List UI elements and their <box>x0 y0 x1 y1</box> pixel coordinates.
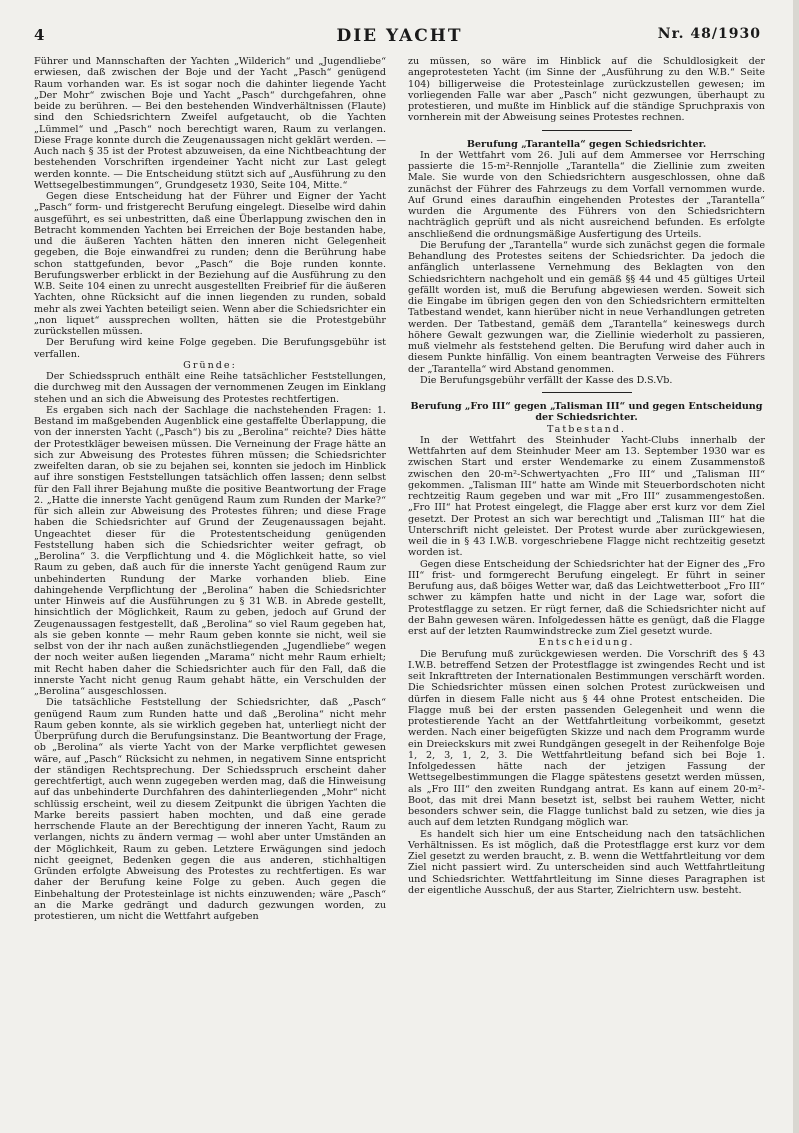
magazine-title: DIE YACHT <box>336 26 463 46</box>
paragraph: Es handelt sich hier um eine Entscheidung nach den tatsächlichen Verhältnissen. Es ist möglich, daß die Protestflagge erst kurz vor dem Ziel gesetzt zu werden braucht, z. B. wenn die Wettfahrtleitung vor dem Ziel nicht passiert wird. Zu unterscheiden sind auch Wettfahrtleitung und Schiedsrichter. Wettfahrtleitung im Sinne dieses Paragraphen ist der eigentliche Ausschuß, der aus Starter, Zielrichtern usw. besteht. <box>408 828 765 896</box>
section-divider <box>542 392 632 393</box>
paragraph: zu müssen, so wäre im Hinblick auf die Schuldlosigkeit der angeprotesteten Yacht (im Sinne der „Ausführung zu den W.B.“ Seite 104) billigerweise die Protesteinlage zurückzustellen gewesen; im vorliegenden Falle war aber „Pasch“ nicht gezwungen, überhaupt zu protestieren, und mußte im Hinblick auf die ständige Spruchpraxis von vornherein mit der Abweisung seines Protestes rechnen. <box>408 56 765 124</box>
section-heading-fro-iii: Berufung „Fro III“ gegen „Talisman III“ und gegen Entscheidung der Schiedsrichter. <box>410 401 763 424</box>
paragraph: Die Berufung muß zurückgewiesen werden. Die Vorschrift des § 43 I.W.B. betreffend Setzen der Protestflagge ist zwingendes Recht und ist seit Inkrafttreten der Internationalen Bestimmungen verschärft worden. Die Schiedsrichter müssen einen solchen Protest zurückweisen und dürfen in diesem Falle nicht aus § 44 ohne Protest entscheiden. Die Flagge muß bei der ersten passenden Gelegenheit und wenn die protestierende Yacht an der Wettfahrtleitung vorbeikommt, gesetzt werden. Nach einer beigefügten Skizze und nach dem Programm wurde ein Dreieckskurs mit zwei Rundgängen gesegelt in der Reihenfolge Boje 1, 2, 3, 1, 2, 3. Die Wettfahrtleitung befand sich bei Boje 1. Infolgedessen hätte nach der jetzigen Fassung der Wettsegelbestimmungen die Flagge spätestens gesetzt werden müssen, als „Fro III“ den zweiten Rundgang antrat. Es kann auf einem 20-m²-Boot, das mit drei Mann besetzt ist, selbst bei rauhem Wetter, nicht besonders schwer sein, die Flagge tunlichst bald zu setzen, wie dies ja auch auf dem letzten Rundgang möglich war. <box>408 648 765 829</box>
paragraph: In der Wettfahrt vom 26. Juli auf dem Ammersee vor Herrsching passierte die 15-m²-Rennjolle „Tarantella“ die Ziellinie zum zweiten Male. Sie wurde von den Schiedsrichtern ausgeschlossen, ohne daß zunächst der Führer des Fahrzeugs zu dem Vorfall vernommen wurde. Auf Grund eines daraufhin eingehenden Protestes der „Tarantella“ wurden die Argumente des Führers von den Schiedsrichtern nachträglich geprüft und als nicht ausreichend befunden. Es erfolgte anschließend die ordnungsmäßige Ausfertigung des Urteils. <box>408 149 765 240</box>
section-heading-tarantella: Berufung „Tarantella“ gegen Schiedsrichter. <box>466 138 707 150</box>
paragraph: Die Berufung der „Tarantella“ wurde sich zunächst gegen die formale Behandlung des Protestes seitens der Schiedsrichter. Da jedoch die anfänglich unterlassene Vernehmung des Beklagten von den Schiedsrichtern nachgeholt und ein gemäß §§ 44 und 45 gültiges Urteil gefällt worden ist, muß die Berufung abgewiesen werden. Soweit sich die Eingabe im übrigen gegen den von den Schiedsrichtern ermittelten Tatbestand wendet, kann hierüber nicht in neue Verhandlungen getreten werden. Der Tatbestand, gemäß dem „Tarantella“ keineswegs durch höhere Gewalt gezwungen war, die Ziellinie wiederholt zu passieren, muß vielmehr als feststehend gelten. Die Berufung wird daher auch in diesem Punkte hinfällig. Von einem beantragten Verweise des Führers der „Tarantella“ wird Abstand genommen. <box>408 239 765 375</box>
section-label-tatbestand: Tatbestand. <box>547 423 626 435</box>
page-edge-shadow <box>793 0 799 1133</box>
paragraph: Die Berufungsgebühr verfällt der Kasse des D.S.Vb. <box>420 374 673 386</box>
paragraph: Führer und Mannschaften der Yachten „Wilderich“ und „Jugendliebe“ erwiesen, daß zwischen der Boje und der Yacht „Pasch“ genügend Raum vorhanden war. Es ist sogar noch die dahinter liegende Yacht „Der Mohr“ zwischen Boje und Yacht „Pasch“ durchgefahren, ohne beide zu berühren. — Bei den bestehenden Windverhältnissen (Flaute) sind den Schiedsrichtern Zweifel aufgetaucht, ob die Yachten „Lümmel“ und „Pasch“ noch berechtigt waren, Raum zu verlangen. Diese Frage konnte durch die Zeugenaussagen nicht geklärt werden. — Auch nach § 35 ist der Protest abzuweisen, da eine Nichtbeachtung der bestehenden Vorschriften irgendeiner Yacht nicht zur Last gelegt werden konnte. — Die Entscheidung stützt sich auf „Ausführung zu den Wettsegelbestimmungen“, Grundgesetz 1930, Seite 104, Mitte.“ <box>34 56 386 191</box>
page-number: 4 <box>34 26 45 44</box>
left-column <box>34 56 386 922</box>
paragraph: Es ergaben sich nach der Sachlage die nachstehenden Fragen: 1. Bestand im maßgebenden Augenblick eine gestaffelte Überlappung, die von der innersten Yacht („Pasch“) bis zu „Berolina“ reichte? Dies hätte der Protestkläger beweisen müssen. Die Verneinung der Frage hätte an sich zur Abweisung des Protestes führen müssen; die Schiedsrichter zweifelten daran, ob sie zu bejahen sei, konnten sie jedoch im Hinblick auf ihre sonstigen Feststellungen tatsächlich offen lassen; denn selbst für den Fall ihrer Bejahung mußte die positive Beantwortung der Frage 2. „Hatte die innerste Yacht genügend Raum zum Runden der Marke?“ für sich allein zur Abweisung des Protestes führen; und diese Frage haben die Schiedsrichter auf Grund der Zeugenaussagen bejaht. Ungeachtet dieser für die Protestentscheidung genügenden Feststellung haben sich die Schiedsrichter weiter gefragt, ob „Berolina“ 3. die Verpflichtung und 4. die Möglichkeit hatte, so viel Raum zu geben, daß auch für die innerste Yacht genügend Raum zur unbehinderten Rundung der Marke vorhanden blieb. Eine dahingehende Verpflichtung der „Berolina“ haben die Schiedsrichter unter Hinweis auf die Ausführungen zu § 31 W.B. in Abrede gestellt, hinsichtlich der Möglichkeit, Raum zu geben, jedoch auf Grund der Zeugenaussagen festgestellt, daß „Berolina“ so viel Raum gegeben hat, als sie geben konnte — mehr Raum geben konnte sie nicht, weil sie selbst von der ihr nach außen zunächstliegenden „Jugendliebe“ wegen der noch weiter außen liegenden „Marama“ nicht mehr Raum erhielt; mit Recht haben daher die Schiedsrichter auch für den Fall, daß die innerste Yacht nicht genug Raum gehabt hätte, ein Verschulden der „Berolina“ ausgeschlossen. <box>34 404 386 697</box>
section-label-gruende: Gründe: <box>183 359 237 371</box>
section-label-entscheidung: Entscheidung. <box>538 637 635 649</box>
paragraph: Der Schiedsspruch enthält eine Reihe tatsächlicher Feststellungen, die durchweg mit den Aussagen der vernommenen Zeugen im Einklang stehen und an sich die Abweisung des Protestes rechtfertigen. <box>34 371 386 405</box>
paragraph: Der Berufung wird keine Folge gegeben. Die Berufungsgebühr ist verfallen. <box>34 337 386 360</box>
right-column <box>408 56 765 896</box>
paragraph: In der Wettfahrt des Steinhuder Yacht-Clubs innerhalb der Wettfahrten auf dem Steinhuder Meer am 13. September 1930 war es zwischen Start und erster Wendemarke zu einem Zusammenstoß zwischen den 20-m²-Schwertyachten „Fro III“ und „Talisman III“ gekommen. „Talisman III“ hatte am Winde mit Steuerbordschoten nicht rechtzeitig Raum gegeben und war mit „Fro III“ zusammengestoßen. „Fro III“ hat Protest eingelegt, die Flagge aber erst kurz vor dem Ziel gesetzt. Der Protest an sich war berechtigt und „Talisman III“ hat die Unterschrift nicht geleistet. Der Protest wurde aber zurückgewiesen, weil die in § 43 I.W.B. vorgeschriebene Flagge nicht rechtzeitig gesetzt worden ist. <box>408 434 765 559</box>
section-divider <box>542 130 632 131</box>
issue-number: Nr. 48/1930 <box>657 26 761 42</box>
paragraph: Die tatsächliche Feststellung der Schiedsrichter, daß „Pasch“ genügend Raum zum Runden hatte und daß „Berolina“ nicht mehr Raum geben konnte, als sie wirklich gegeben hat, unterliegt nicht der Überprüfung durch die Berufungsinstanz. Die Beantwortung der Frage, ob „Berolina“ als vierte Yacht von der Marke verpflichtet gewesen wäre, auf „Pasch“ Rücksicht zu nehmen, in negativem Sinne entspricht der ständigen Rechtsprechung. Der Schiedsspruch erscheint daher gerechtfertigt, auch wenn zugegeben werden mag, daß die Hinweisung auf das unbehinderte Durchfahren des dahinterliegenden „Mohr“ nicht schlüssig erscheint, weil zu diesem Zeitpunkt die übrigen Yachten die Marke bereits passiert haben mochten, und daß eine gerade herrschende Flaute an der Berechtigung der inneren Yacht, Raum zu verlangen, nichts zu ändern vermag — wohl aber unter Umständen an der Möglichkeit, Raum zu geben. Letztere Erwägungen sind jedoch nicht geeignet, Bedenken gegen die aus anderen, stichhaltigen Gründen erfolgte Abweisung des Protestes zu rechtfertigen. Es war daher der Berufung keine Folge zu geben. Auch gegen die Einbehaltung der Protesteinlage ist nichts einzuwenden; wäre „Pasch“ an die Marke gedrängt und dadurch gezwungen worden, zu protestieren, um nicht die Wettfahrt aufgeben <box>34 697 386 922</box>
paragraph: Gegen diese Entscheidung hat der Führer und Eigner der Yacht „Pasch“ form- und fristgerecht Berufung eingelegt. Dieselbe wird dahin ausgeführt, es sei unbestritten, daß eine Überlappung zwischen den in Betracht kommenden Yachten bei Erreichen der Boje bestanden habe, und die äußeren Yachten hätten den inneren nicht Gelegenheit gegeben, die Boje einwandfrei zu runden; denn die Berührung habe schon stattgefunden, bevor „Pasch“ die Boje runden konnte. Berufungswerber erblickt in der Beziehung auf die Ausführung zu den W.B. Seite 104 einen zu unrecht ausgestellten Freibrief für die äußeren Yachten, ohne Rücksicht auf die innen liegenden zu runden, sobald mehr als zwei Yachten beteiligt seien. Wenn aber die Schiedsrichter ein „non liquet“ aussprechen wollten, hätten sie die Protestgebühr zurückstellen müssen. <box>34 191 386 337</box>
paragraph: Gegen diese Entscheidung der Schiedsrichter hat der Eigner des „Fro III“ frist- und formgerecht Berufung eingelegt. Er führt in seiner Berufung aus, daß böiges Wetter war, daß das Leichtwetterboot „Fro III“ schwer zu kämpfen hatte und nicht in der Lage war, sofort die Protestflagge zu setzen. Er rügt ferner, daß die Schiedsrichter nicht auf der Bahn gewesen wären. Infolgedessen hätte es genügt, daß die Flagge erst auf der letzten Raumwindstrecke zum Ziel gesetzt wurde. <box>408 558 765 637</box>
page-header <box>0 26 799 50</box>
